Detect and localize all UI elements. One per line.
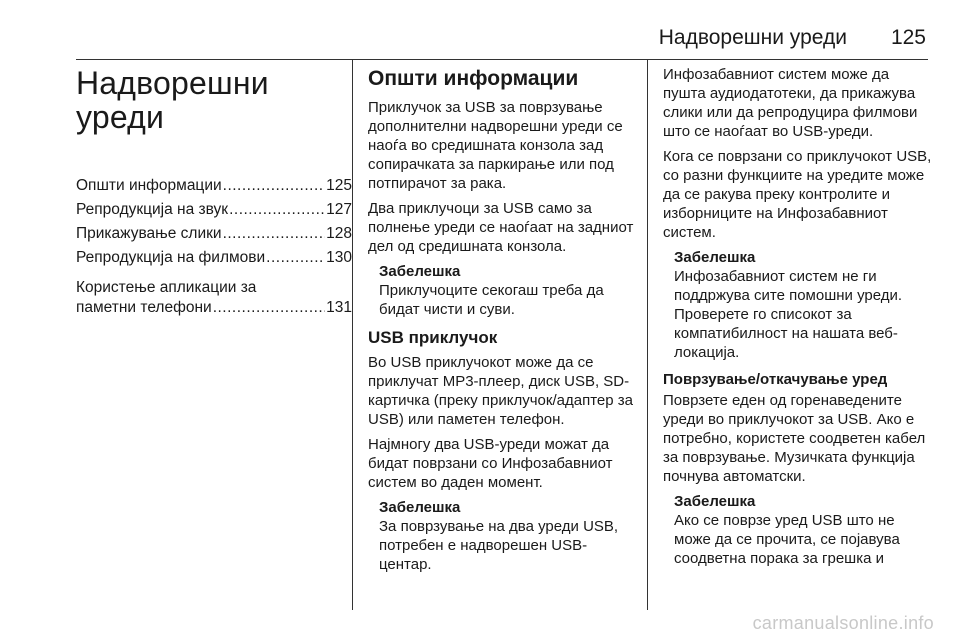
page-number: 125 xyxy=(890,26,926,49)
toc-entry[interactable]: Користење апликации за паметни телефони ..... 131 xyxy=(76,278,352,318)
chapter-sidebar xyxy=(76,60,352,318)
column-divider-2 xyxy=(647,60,648,610)
subsection-heading: Поврзување/откачување уред xyxy=(663,371,888,388)
paragraph: Во USB приклучокот може да се приклучат MP3-плеер, диск USB, SD-картичка (преку приклучок/адаптер за USB) или паметен телефон. xyxy=(368,354,633,428)
note-text: Ако се поврзе уред USB што не може да се прочита, се појавува соодветна порака за грешка и xyxy=(674,512,900,567)
content-column-3 xyxy=(663,60,933,576)
note-box xyxy=(674,248,933,362)
section-heading: Општи информации xyxy=(368,67,579,90)
note-title: Забелешка xyxy=(674,493,756,510)
note-box xyxy=(379,498,634,574)
note-title: Забелешка xyxy=(379,499,461,516)
toc-entry[interactable]: Репродукција на филмови ..... 130 xyxy=(76,246,352,270)
column-divider-1 xyxy=(352,60,353,610)
note-title: Забелешка xyxy=(674,249,756,266)
paragraph: Кога се поврзани со приклучокот USB, со разни функциите на уредите може да се ракува преку контролите и изборниците на Инфозабавниот систем. xyxy=(663,148,932,241)
paragraph: Приклучок за USB за поврзување дополнителни надворешни уреди се наоѓа во средишната конзола зад сопирачката за паркирање или под потпирачот за рака. xyxy=(368,99,623,192)
toc-entry[interactable]: Прикажување слики ..... 128 xyxy=(76,222,352,246)
running-header xyxy=(0,26,926,50)
paragraph: Поврзете еден од горенаведените уреди во приклучокот за USB. Ако е потребно, користете соодветен кабел за поврзување. Музичката функција почнува автоматски. xyxy=(663,392,926,485)
note-text: За поврзување на два уреди USB, потребен е надворешен USB-центар. xyxy=(379,518,619,573)
note-box xyxy=(379,262,634,319)
toc-entry[interactable]: Општи информации ..... 125 xyxy=(76,174,352,198)
header-title: Надворешни уреди xyxy=(658,26,847,49)
chapter-title: Надворешни уреди xyxy=(76,65,269,135)
note-text: Инфозабавниот систем не ги поддржува сите помошни уреди. Проверете го списокот за компатибилност на нашата веб-локација. xyxy=(674,268,903,361)
note-text: Приклучоците секогаш треба да бидат чисти и суви. xyxy=(379,282,604,318)
content-column-2 xyxy=(368,60,634,582)
toc-entry[interactable]: Репродукција на звук ..... 127 xyxy=(76,198,352,222)
watermark: carmanualsonline.info xyxy=(752,613,934,633)
paragraph: Најмногу два USB-уреди можат да бидат поврзани со Инфозабавниот систем во даден момент. xyxy=(368,436,613,491)
note-title: Забелешка xyxy=(379,263,461,280)
note-box xyxy=(674,492,933,568)
paragraph: Два приклучоци за USB само за полнење уреди се наоѓаат на задниот дел од средишната конзола. xyxy=(368,200,634,255)
subsection-heading: USB приклучок xyxy=(368,328,498,347)
paragraph: Инфозабавниот систем може да пушта аудиодатотеки, да прикажува слики или да репродуцира филмови што се наоѓаат во USB-уреди. xyxy=(663,66,918,140)
table-of-contents xyxy=(76,174,352,318)
